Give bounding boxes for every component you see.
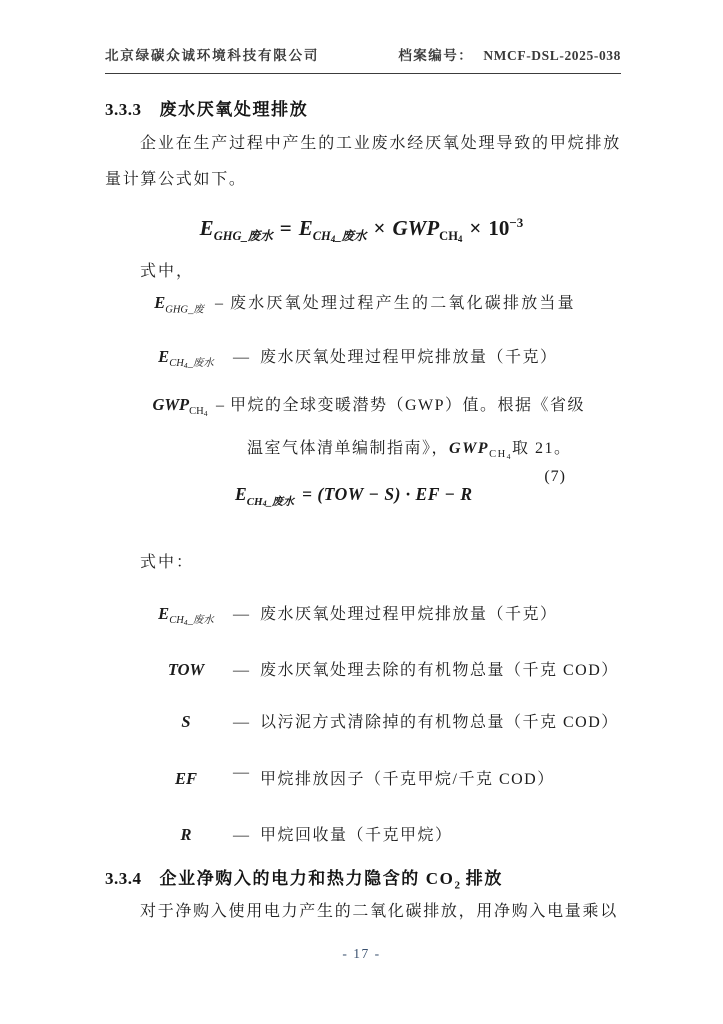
definition-text-gwp [230, 393, 600, 468]
f2-rhs: = (TOW − S) · EF − R [302, 484, 473, 504]
f1-lhs-subscript: GHG_废水 [213, 229, 273, 244]
formula-ghg-wastewater [0, 202, 723, 258]
sub-ch: CH [246, 495, 263, 508]
definition-text: 废水厌氧处理去除的有机物总量（千克 COD） [260, 662, 619, 679]
symbol-subscript [169, 615, 214, 626]
f2-lhs-base: E [235, 484, 247, 504]
definition-text: 废水厌氧处理过程产生的二氧化碳排放当量 [230, 295, 576, 312]
sub-tail: _废水 [187, 615, 214, 627]
dash: – [215, 295, 223, 312]
definition-row-ef [150, 766, 555, 793]
symbol-base: GWP [152, 395, 190, 414]
paragraph-334: 对于净购入使用电力产生的二氧化碳排放，用净购入电量乘以 [140, 903, 618, 920]
section-heading-333 [105, 95, 308, 120]
company-name: 北京绿碳众诚环境科技有限公司 [105, 48, 320, 63]
symbol-base: R [180, 825, 192, 844]
f1-rhs1-base: E [298, 216, 313, 240]
sub-4: 4 [183, 360, 188, 370]
definition-text: 废水厌氧处理过程甲烷排放量（千克） [260, 349, 558, 366]
symbol-base: E [158, 604, 170, 623]
definition-text: 甲烷排放因子（千克甲烷/千克 COD） [260, 771, 555, 788]
symbol-subscript [169, 358, 214, 369]
definition-row-tow [150, 657, 619, 684]
multiply-sign-1: × [373, 216, 386, 240]
gwp-desc-line1: 甲烷的全球变暖潜势（GWP）值。根据《省级 [230, 397, 586, 414]
symbol-s [150, 709, 222, 735]
f1-rhs2-sub-ch: CH [439, 229, 458, 244]
symbol-subscript [189, 406, 207, 417]
sub-4: 4 [183, 617, 188, 627]
section-number-333: 3.3.3 [105, 100, 142, 119]
symbol-base: S [181, 712, 191, 731]
f1-rhs2-base: GWP [392, 216, 440, 240]
section-title-333: 废水厌氧处理排放 [159, 100, 309, 119]
where-label-2: 式中： [140, 554, 195, 571]
archive-label: 档案编号： [398, 48, 474, 63]
dash: — [233, 662, 249, 679]
equation-number: (7) [544, 468, 566, 485]
f2-lhs-subscript [247, 496, 294, 508]
f1-rhs2-subscript [439, 229, 462, 243]
multiply-sign-2: × [469, 216, 482, 240]
archive-number-block [398, 44, 621, 64]
dash: — [233, 764, 249, 781]
symbol-base: TOW [167, 660, 205, 679]
dash: — [233, 349, 249, 366]
sub-tail: _废水 [187, 358, 214, 370]
gwp-desc-line2-post: 取 21。 [511, 440, 572, 457]
co2-subscript: 2 [454, 879, 460, 892]
gwp-inline-base: GWP [449, 440, 490, 457]
symbol-base: E [154, 293, 166, 312]
section-title-334-pre: 企业净购入的电力和热力隐含的 CO [159, 869, 455, 888]
page-number: - 17 - [342, 946, 381, 961]
dash: — [233, 827, 249, 844]
symbol-gwp [150, 392, 210, 425]
f1-rhs1-sub-4: 4 [330, 234, 336, 245]
sub-ch: CH [169, 615, 184, 627]
equals-sign: = [279, 216, 292, 240]
definition-row-ech4-1 [150, 344, 558, 377]
sub-4: 4 [262, 499, 267, 509]
formula-ch4-wastewater-block [105, 468, 621, 509]
archive-no: NMCF-DSL-2025-038 [483, 48, 621, 63]
dash: — [233, 606, 249, 623]
f1-pow-base: 10 [488, 216, 510, 240]
definition-row-ech4-2 [150, 601, 558, 634]
symbol-r [150, 822, 222, 848]
sub-4: 4 [203, 408, 208, 418]
symbol-subscript: GHG_废 [165, 304, 204, 316]
gwp-inline-subscript [489, 449, 512, 460]
paragraph-333: 企业在生产过程中产生的工业废水经厌氧处理导致的甲烷排放量计算公式如下。 [105, 135, 621, 188]
symbol-eghg [150, 290, 208, 323]
section-heading-334 [105, 864, 503, 891]
section-number-334: 3.3.4 [105, 869, 142, 888]
gwp-desc-line2 [247, 436, 600, 468]
symbol-ech4 [150, 601, 222, 634]
definition-text: 甲烷回收量（千克甲烷） [260, 827, 453, 844]
sub-ch: CH [169, 358, 184, 370]
f1-rhs1-sub-tail: _废水 [335, 229, 367, 244]
page-header [105, 44, 621, 74]
definition-row-eghg [150, 290, 576, 323]
f1-rhs1-sub-ch: CH [312, 229, 331, 244]
definition-text: 废水厌氧处理过程甲烷排放量（千克） [260, 606, 558, 623]
sub-ch: CH [189, 406, 204, 418]
gwp-desc-line2-pre: 温室气体清单编制指南》， [247, 440, 450, 457]
definition-row-r [150, 822, 453, 849]
symbol-ech4 [150, 344, 222, 377]
f1-rhs1-subscript [313, 229, 367, 243]
f1-rhs2-sub-4: 4 [457, 234, 463, 245]
sub-4: 4 [506, 451, 512, 461]
where-label-1: 式中， [140, 263, 195, 280]
section-title-334-post: 排放 [459, 869, 504, 888]
definition-row-gwp [150, 392, 600, 468]
definition-row-s [150, 709, 619, 736]
dash: – [216, 397, 224, 414]
f1-lhs-base: E [199, 216, 214, 240]
formula-ch4-wastewater [235, 484, 621, 509]
f1-pow-exponent: −3 [509, 215, 524, 230]
symbol-ef [150, 766, 222, 792]
definition-text: 以污泥方式清除掉的有机物总量（千克 COD） [260, 714, 619, 731]
symbol-base: EF [174, 769, 197, 788]
dash: — [233, 714, 249, 731]
symbol-tow [150, 657, 222, 683]
sub-tail: _废水 [266, 495, 295, 508]
symbol-base: E [158, 347, 170, 366]
sub-ch: CH [489, 449, 507, 461]
